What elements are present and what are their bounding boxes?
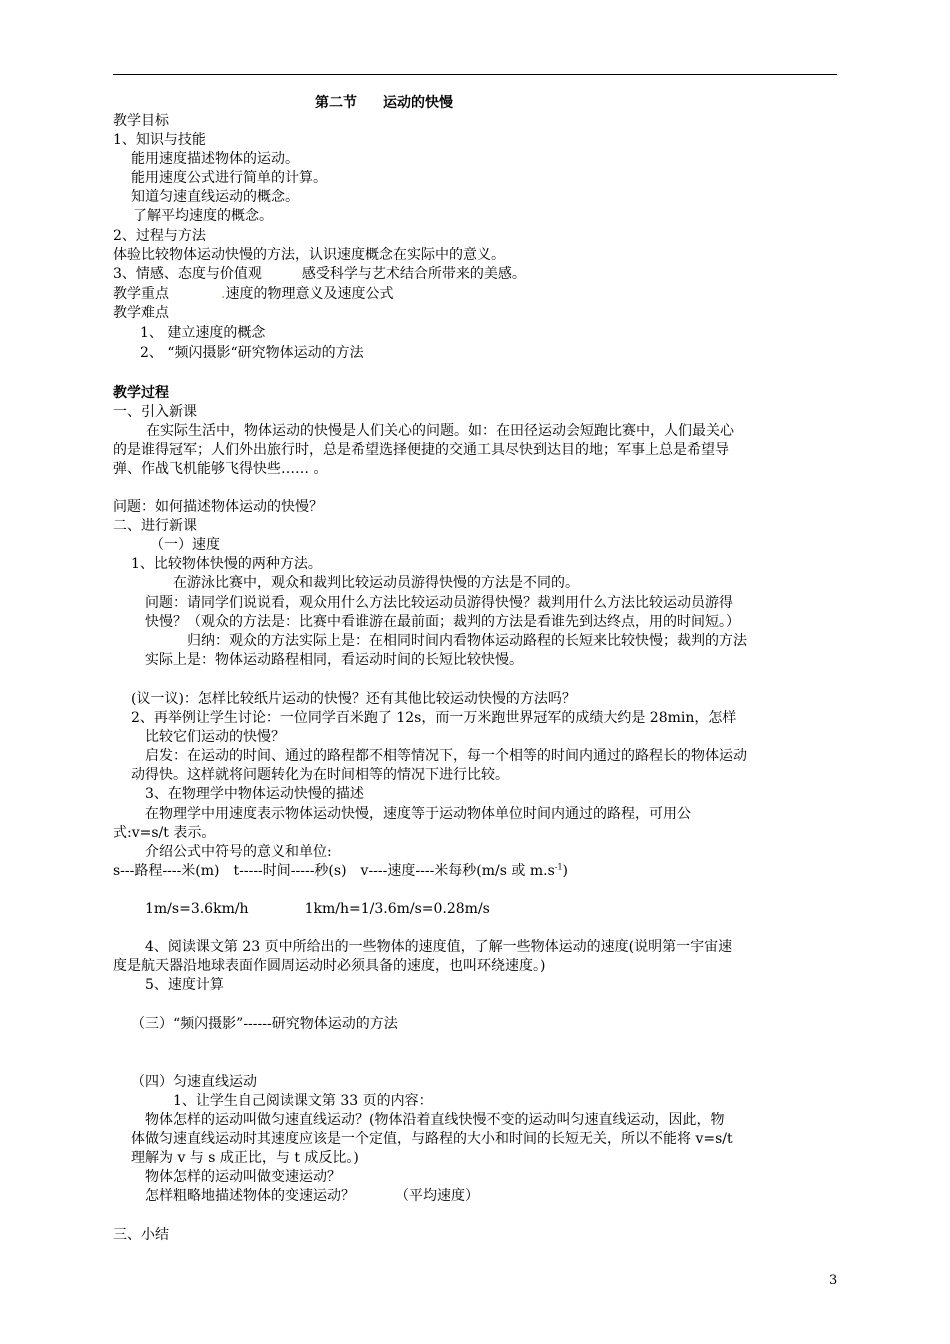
goal-item: 能用速度公式进行简单的计算。 [131, 170, 327, 186]
point-2-line: 2、再举例让学生讨论：一位同学百米跑了 12s，而一万米跑世界冠军的成绩大约是 28min，怎样 [131, 710, 737, 726]
point-3-line: 式:v=s/t 表示。 [113, 825, 216, 841]
header-rule [113, 74, 837, 75]
question: 问题：如何描述物体运动的快慢？ [113, 499, 323, 515]
page-title: 第二节 运动的快慢 [315, 95, 453, 111]
difficulties-label: 教学难点 [113, 305, 169, 321]
point-3-line: 在物理学中用速度表示物体运动快慢，速度等于运动物体单位时间内通过的路程，可用公 [145, 806, 691, 822]
goal-item: 了解平均速度的概念。 [133, 208, 273, 224]
key-points: 教学重点 .速度的物理意义及速度公式 [113, 286, 394, 302]
intro-line: 弹、作战飞机能够飞得快些…… 。 [113, 461, 328, 477]
uniform-heading: 1、让学生自己阅读课文第 33 页的内容： [173, 1093, 433, 1109]
goal-item: 知道匀速直线运动的概念。 [131, 189, 299, 205]
point-1-line: 归纳：观众的方法实际上是：在相同时间内看物体运动路程的长短来比较快慢；裁判的方法 [187, 633, 747, 649]
point-2-line: 动得快。这样就将问题转化为在时间相等的情况下进行比较。 [131, 767, 509, 783]
uniform-line: 体做匀速直线运动时其速度应该是一个定值，与路程的大小和时间的长短无关，所以不能将 v=s/t [131, 1131, 733, 1147]
point-2-line: 启发：在运动的时间、通过的路程都不相等情况下，每一个相等的时间内通过的路程长的物体运动 [145, 748, 747, 764]
point-3-line: 介绍公式中符号的意义和单位: [145, 844, 332, 860]
point-2-line: 比较它们运动的快慢？ [145, 729, 285, 745]
goals-s3: 3、情感、态度与价值观 感受科学与艺术结合所带来的美感。 [113, 266, 526, 282]
point-3-heading: 3、在物理学中物体运动快慢的描述 [145, 786, 364, 802]
goals-s2-heading: 2、过程与方法 [113, 228, 206, 244]
uniform-line: 物体怎样的运动叫做匀速直线运动？(物体沿着直线快慢不变的运动叫匀速直线运动，因此，物 [145, 1112, 725, 1128]
subsection-speed: （一）速度 [150, 537, 220, 553]
point-1-line: 实际上是：物体运动路程相同，看运动时间的长短比较快慢。 [145, 652, 523, 668]
page-number: 3 [829, 1273, 838, 1288]
point-4-line: 度是航天器沿地球表面作圆周运动时必须具备的速度，也叫环绕速度。) [113, 958, 546, 974]
uniform-line: 物体怎样的运动叫做变速运动？ [145, 1169, 341, 1185]
discussion: (议一议)：怎样比较纸片运动的快慢？还有其他比较运动快慢的方法吗？ [131, 691, 576, 707]
point-1-heading: 1、比较物体快慢的两种方法。 [131, 556, 322, 572]
intro-line: 的是谁得冠军；人们外出旅行时，总是希望选择便捷的交通工具尽快到达目的地；军事上总是希望导 [113, 442, 729, 458]
conversion-formulas: 1m/s=3.6km/h 1km/h=1/3.6m/s=0.28m/s [145, 901, 490, 917]
process-heading: 教学过程 [113, 385, 169, 401]
difficulty-item: 2、 “频闪摄影“研究物体运动的方法 [140, 345, 364, 361]
goals-s1-heading: 1、知识与技能 [113, 132, 206, 148]
subsection-strobe: （三）“频闪摄影”------研究物体运动的方法 [131, 1016, 398, 1032]
summary-heading: 三、小结 [113, 1227, 169, 1243]
difficulty-item: 1、 建立速度的概念 [140, 325, 266, 341]
point-1-line: 快慢？（观众的方法是：比赛中看谁游在最前面；裁判的方法是看谁先到达终点，用的时间短。） [145, 614, 740, 630]
point-1-line: 在游泳比赛中，观众和裁判比较运动员游得快慢的方法是不同的。 [173, 575, 579, 591]
intro-heading: 一、引入新课 [113, 404, 197, 420]
goal-item: 能用速度描述物体的运动。 [131, 151, 299, 167]
subsection-uniform-motion: （四）匀速直线运动 [131, 1074, 257, 1090]
intro-line: 在实际生活中，物体运动的快慢是人们关心的问题。如：在田径运动会短跑比赛中，人们最关心 [146, 423, 734, 439]
point-1-line: 问题：请同学们说说看，观众用什么方法比较运动员游得快慢？裁判用什么方法比较运动员游得 [145, 595, 733, 611]
point-5: 5、速度计算 [145, 977, 224, 993]
uniform-last: 怎样粗略地描述物体的变速运动？ （平均速度） [145, 1188, 479, 1204]
symbol-definitions: s---路程----米(m) t-----时间-----秒(s) v----速度----米每秒(m/s 或 $m.s^{-1}$) [113, 862, 569, 879]
uniform-line: 理解为 v 与 s 成正比，与 t 成反比。) [131, 1150, 359, 1166]
goals-s2-text: 体验比较物体运动快慢的方法，认识速度概念在实际中的意义。 [113, 247, 505, 263]
point-4-line: 4、阅读课文第 23 页中所给出的一些物体的速度值，了解一些物体运动的速度(说明第一宇宙速 [145, 939, 733, 955]
goals-heading: 教学目标 [113, 113, 169, 129]
new-lesson-heading: 二、进行新课 [113, 518, 197, 534]
